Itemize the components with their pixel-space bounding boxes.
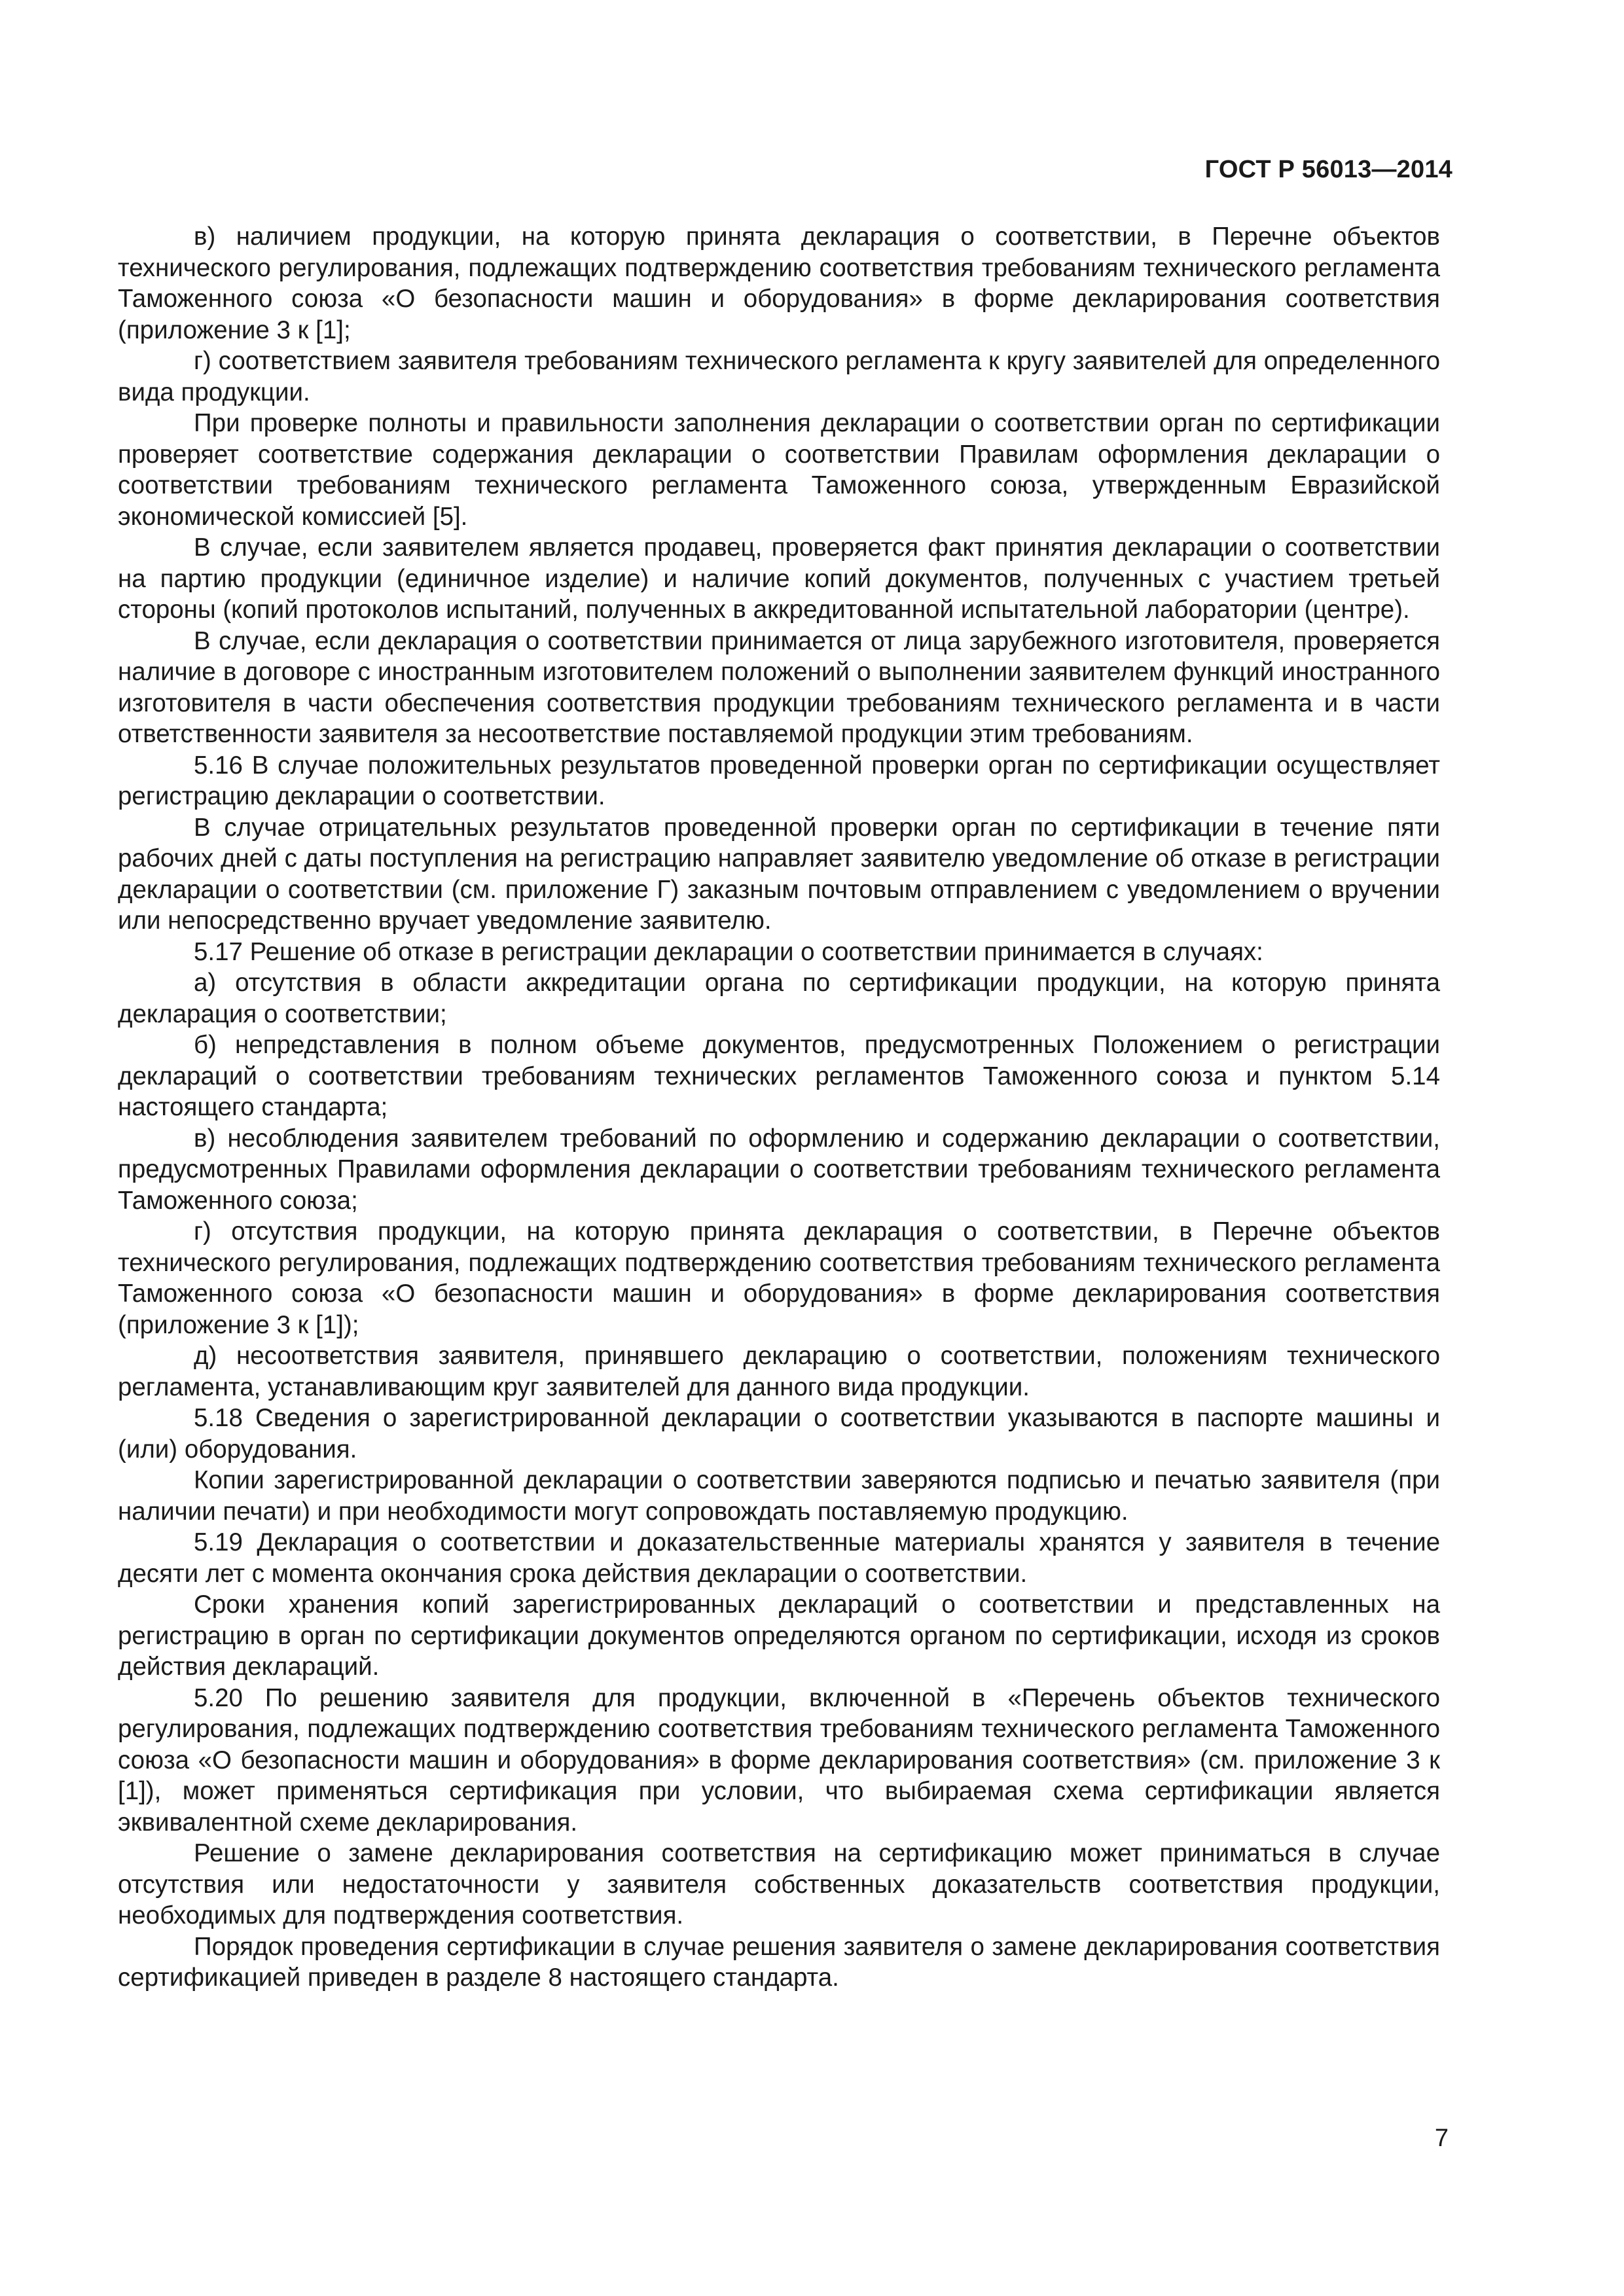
paragraph-negative-results: В случае отрицательных результатов проведенной проверки орган по сертификации в течение пяти рабочих дней с даты поступления на регистрацию направляет заявителю уведомление об отказе в регистрации декларации о соответствии (см. приложение Г) заказным почтовым отправлением с уведомлением о вручении или непосредственно вручает уведомление заявителю. — [118, 813, 1440, 935]
paragraph-5-17-a: а) отсутствия в области аккредитации органа по сертификации продукции, на которую принята декларация о соответствии; — [118, 969, 1440, 1028]
paragraph-foreign-manufacturer: В случае, если декларация о соответствии принимается от лица зарубежного изготовителя, проверяется наличие в договоре с иностранным изготовителем положений о выполнении заявителем функций иностранного изготовителя в части обеспечения соответствия продукции требованиям технического регламента и в части ответственности заявителя за несоответствие поставляемой продукции этим требованиям. — [118, 626, 1440, 748]
paragraph-copies-certified: Копии зарегистрированной декларации о соответствии заверяются подписью и печатью заявителя (при наличии печати) и при необходимости могут сопровождать поставляемую продукцию. — [118, 1466, 1440, 1526]
paragraph-5-17-v: в) несоблюдения заявителем требований по оформлению и содержанию декларации о соответствии, предусмотренных Правилами оформления декларации о соответствии требованиям технического регламента Таможенного союза; — [118, 1124, 1440, 1215]
paragraph-replacement-decision: Решение о замене декларирования соответствия на сертификацию может приниматься в случае отсутствия или недостаточности у заявителя собственных доказательств соответствия продукции, необходимых для подтверждения соответствия. — [118, 1839, 1440, 1929]
paragraph-seller-applicant: В случае, если заявителем является продавец, проверяется факт принятия декларации о соответствии на партию продукции (единичное изделие) и наличие копий документов, полученных с участием третьей стороны (копий протоколов испытаний, полученных в аккредитованной испытательной лаборатории (центре). — [118, 533, 1440, 624]
paragraph-5-19: 5.19 Декларация о соответствии и доказательственные материалы хранятся у заявителя в течение десяти лет с момента окончания срока действия декларации о соответствии. — [118, 1528, 1440, 1588]
standard-header: ГОСТ Р 56013—2014 — [1204, 156, 1453, 183]
paragraph-5-17: 5.17 Решение об отказе в регистрации декларации о соответствии принимается в случаях: — [194, 937, 1263, 966]
paragraph-v-presence-in-list: в) наличием продукции, на которую принята декларация о соответствии, в Перечне объектов технического регулирования, подлежащих подтверждению соответствия требованиям технического регламента Таможенного союза «О безопасности машин и оборудования» в форме декларирования соответствия (приложение 3 к [1]; — [118, 223, 1440, 344]
paragraph-5-17-b: б) непредставления в полном объеме документов, предусмотренных Положением о регистрации деклараций о соответствии требованиям технических регламентов Таможенного союза и пунктом 5.14 настоящего стандарта; — [118, 1031, 1440, 1121]
paragraph-completeness-check: При проверке полноты и правильности заполнения декларации о соответствии орган по сертификации проверяет соответствие содержания декларации о соответствии Правилам оформления декларации о соответствии требованиям технического регламента Таможенного союза, утвержденным Евразийской экономической комиссией [5]. — [118, 409, 1440, 531]
paragraph-5-17-g: г) отсутствия продукции, на которую принята декларация о соответствии, в Перечне объектов технического регулирования, подлежащих подтверждению соответствия требованиям технического регламента Таможенного союза «О безопасности машин и оборудования» в форме декларирования соответствия (приложение 3 к [1]); — [118, 1217, 1440, 1339]
paragraph-certification-procedure: Порядок проведения сертификации в случае решения заявителя о замене декларирования соответствия сертификацией приведен в разделе 8 настоящего стандарта. — [118, 1932, 1440, 1992]
paragraph-5-17-d: д) несоответствия заявителя, принявшего декларацию о соответствии, положениям технического регламента, устанавливающим круг заявителей для данного вида продукции. — [118, 1342, 1440, 1401]
paragraph-g-applicant-compliance: г) соответствием заявителя требованиям технического регламента к кругу заявителей для определенного вида продукции. — [118, 347, 1440, 406]
paragraph-5-20: 5.20 По решению заявителя для продукции, включенной в «Перечень объектов технического регулирования, подлежащих подтверждению соответствия требованиям технического регламента Таможенного союза «О безопасности машин и оборудования» в форме декларирования соответствия» (см. приложение 3 к [1]), может применяться сертификация при условии, что выбираемая схема сертификации является эквивалентной схеме декларирования. — [118, 1683, 1440, 1837]
paragraph-5-16: 5.16 В случае положительных результатов проведенной проверки орган по сертификации осуществляет регистрацию декларации о соответствии. — [118, 751, 1440, 810]
paragraph-storage-terms: Сроки хранения копий зарегистрированных деклараций о соответствии и представленных на регистрацию в орган по сертификации документов определяются органом по сертификации, исходя из сроков действия деклараций. — [118, 1590, 1440, 1681]
body-text — [118, 221, 1440, 1994]
page-number: 7 — [1434, 2125, 1449, 2152]
paragraph-5-18: 5.18 Сведения о зарегистрированной декларации о соответствии указываются в паспорте машины и (или) оборудования. — [118, 1404, 1440, 1463]
